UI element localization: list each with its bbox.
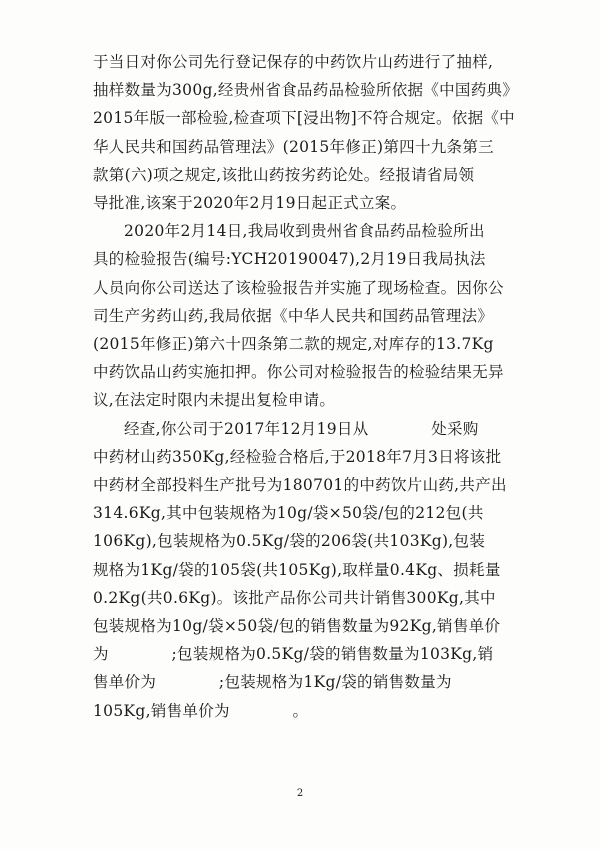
text-line: 抽样数量为300g,经贵州省食品药品检验所依据《中国药典》 (93, 81, 519, 99)
text-line: 314.6Kg,其中包装规格为10g/袋×50袋/包的212包(共 (93, 504, 484, 522)
text-line: 105Kg,销售单价为 。 (93, 702, 309, 720)
text-line: 包装规格为10g/袋×50袋/包的销售数量为92Kg,销售单价 (93, 617, 501, 635)
text-line: 议,在法定时限内未提出复检申请。 (93, 391, 336, 409)
text-line: (2015年修正)第六十四条第二款的规定,对库存的13.7Kg (93, 335, 494, 353)
text-line: 导批准,该案于2020年2月19日起正式立案。 (93, 194, 407, 212)
text-line: 人员向你公司送达了该检验报告并实施了现场检查。因你公 (93, 279, 504, 297)
text-line: 款第(六)项之规定,该批山药按劣药论处。经报请省局领 (93, 166, 475, 184)
text-line: 售单价为 ;包装规格为1Kg/袋的销售数量为 (93, 673, 452, 691)
page-number: 2 (296, 788, 304, 799)
text-line: 具的检验报告(编号:YCH20190047),2月19日我局执法 (93, 250, 486, 268)
text-line: 106Kg),包装规格为0.5Kg/袋的206袋(共103Kg),包装 (93, 532, 486, 550)
text-line: 2020年2月14日,我局收到贵州省食品药品检验所出 (124, 222, 485, 240)
text-line: 于当日对你公司先行登记保存的中药饮片山药进行了抽样, (93, 53, 494, 71)
text-line: 中药材山药350Kg,经检验合格后,于2018年7月3日将该批 (93, 448, 502, 466)
text-line: 司生产劣药山药,我局依据《中华人民共和国药品管理法》 (93, 307, 494, 325)
text-line: 规格为1Kg/袋的105袋(共105Kg),取样量0.4Kg、损耗量 (93, 561, 501, 579)
text-line: 经查,你公司于2017年12月19日从 处采购 (124, 420, 479, 438)
text-line: 为 ;包装规格为0.5Kg/袋的销售数量为103Kg,销 (93, 645, 494, 663)
text-line: 2015年版一部检验,检查项下[浸出物]不符合规定。依据《中 (93, 109, 515, 127)
text-line: 华人民共和国药品管理法》(2015年修正)第四十九条第三 (93, 138, 494, 156)
text-line: 0.2Kg(共0.6Kg)。该批产品你公司共计销售300Kg,其中 (93, 589, 496, 607)
text-line: 中药材全部投料生产批号为180701的中药饮片山药,共产出 (93, 476, 507, 494)
text-line: 中药饮品山药实施扣押。你公司对检验报告的检验结果无异 (93, 363, 504, 381)
